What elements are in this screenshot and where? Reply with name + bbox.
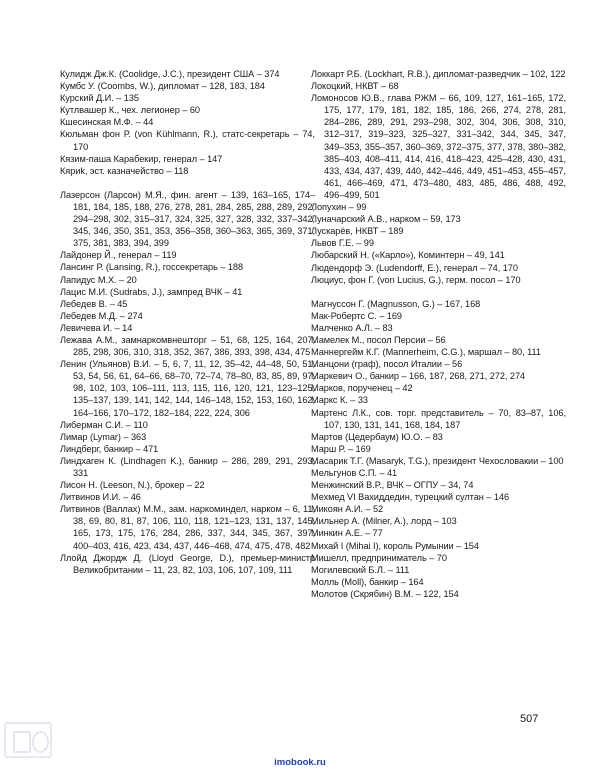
index-entry: Кюльман фон Р. (von Kühlmann, R.), статс-секретарь – 74, 170	[60, 129, 315, 152]
index-entry: Лисон Н. (Leeson, N.), брокер – 22	[60, 480, 205, 491]
index-entry: Ллойд Джордж Д. (Lloyd George, D.), премьер-министр Великобритании – 11, 23, 82, 103, 106, 107, 109, 111	[60, 552, 315, 575]
index-entry: Любарский Н. («Карло»), Коминтерн – 49, 141	[311, 250, 505, 261]
index-entry: Марш Р. – 169	[311, 443, 371, 454]
index-entry: Кяриk, эст. казначейство – 118	[60, 165, 189, 176]
index-entry: Могилевский Б.Л. – 111	[311, 564, 410, 575]
index-entry: Лапидус М.Х. – 20	[60, 274, 137, 285]
index-entry: Лацис М.И. (Sudrabs, J.), зампред ВЧК – 41	[60, 286, 243, 297]
index-entry: Локкарт Р.Б. (Lockhart, R.B.), дипломат-разведчик – 102, 122	[311, 69, 566, 79]
index-entry: Люциус, фон Г. (von Lucius, G.), герм. посол – 170	[311, 274, 521, 285]
index-entry: Мамелек М., посол Персии – 56	[311, 334, 446, 345]
index-column-left	[60, 68, 315, 576]
index-entry: Михай I (Mihai I), король Румынии – 154	[311, 540, 479, 551]
index-entry: Лазерсон (Ларсон) М.Я., фин. агент – 139, 163–165, 174–181, 184, 185, 188, 276, 278, 281, 284, 285, 288, 289, 292, 294–298, 302, 315–317, 324, 325, 327, 328, 332, 337–342, 345, 346, 350, 351, 353, 356–358, 360–363, 365, 369, 371, 375, 381, 383, 394, 399	[60, 189, 315, 249]
index-column-right	[311, 68, 566, 600]
index-entry: Линдхаген К. (Lindhagen K.), банкир – 286, 289, 291, 293, 331	[60, 455, 315, 478]
index-entry: Локоцкий, НКВТ – 68	[311, 81, 399, 92]
index-entry: Маннергейм К.Г. (Mannerheim, C.G.), маршал – 80, 111	[311, 347, 541, 358]
index-entry: Мильнер А. (Milner, A.), лорд – 103	[311, 516, 457, 527]
index-entry: Масарик Т.Г. (Masaryk, T.G.), президент Чехословакии – 100	[311, 455, 564, 466]
index-entry: Мартенс Л.К., сов. торг. представитель – 70, 83–87, 106, 107, 130, 131, 141, 168, 184, 187	[311, 407, 566, 430]
index-entry: Мехмед VI Вахиддедин, турецкий султан – 146	[311, 492, 510, 503]
index-entry: Минкин А.Е. – 77	[311, 528, 383, 539]
section-gap	[311, 286, 566, 298]
index-entry: Лайдонер Й., генерал – 119	[60, 250, 177, 261]
index-entry: Левичева И. – 14	[60, 322, 133, 333]
index-entry: Магнуссон Г. (Magnusson, G.) – 167, 168	[311, 298, 481, 309]
index-entry: Молотов (Скрябин) В.М. – 122, 154	[311, 588, 459, 599]
section-gap	[60, 177, 315, 189]
index-entry: Луначарский А.В., нарком – 59, 173	[311, 214, 461, 225]
index-entry: Людендорф Э. (Ludendorff, E.), генерал – 74, 170	[311, 262, 518, 273]
index-entry: Лебедев М.Д. – 274	[60, 310, 143, 321]
index-entry: Кумбс У. (Coombs, W.), дипломат – 128, 183, 184	[60, 81, 265, 92]
index-entry: Мельгунов С.П. – 41	[311, 468, 398, 478]
index-entry: Маркевич О., банкир – 166, 187, 268, 271, 272, 274	[311, 371, 526, 382]
index-entry: Менжинский В.Р., ВЧК – ОГПУ – 34, 74	[311, 480, 474, 491]
index-entry: Лансинг Р. (Lansing, R.), госсекретарь – 188	[60, 262, 244, 273]
index-entry: Кутлвашер К., чех. легионер – 60	[60, 105, 200, 116]
index-entry: Лускарёв, НКВТ – 189	[311, 226, 404, 237]
index-entry: Линдберг, банкир – 471	[60, 443, 159, 454]
index-entry: Лимар (Lymar) – 363	[60, 431, 147, 442]
index-entry: Маркс К. – 33	[311, 395, 368, 406]
index-entry: Ленин (Ульянов) В.И. – 5, 6, 7, 11, 12, 35–42, 44–48, 50, 51, 53, 54, 56, 61, 64–66, 68–70, 72–74, 78–80, 83, 85, 89, 97, 98, 102, 103, 106–111, 113, 115, 116, 120, 121, 123–125, 135–137, 139, 141, 142, 144, 146–148, 152, 153, 160, 162, 164–166, 170–172, 182–184, 222, 224, 306	[60, 359, 315, 418]
index-entry: Литвинов (Валлах) М.М., зам. наркоминдел, нарком – 6, 11, 38, 69, 80, 81, 87, 106, 110, 118, 121–123, 131, 137, 145, 165, 173, 175, 176, 284, 286, 337, 344, 345, 367, 397, 400–403, 416, 423, 434, 437, 446–468, 474, 475, 478, 482	[60, 504, 315, 551]
index-entry: Молль (Moll), банкир – 164	[311, 576, 424, 587]
index-entry: Лебедев В. – 45	[60, 298, 128, 309]
index-entry: Львов Г.Е. – 99	[311, 238, 374, 249]
index-entry: Кулидж Дж.К. (Coolidge, J.C.), президент США – 374	[60, 69, 280, 79]
index-entry: Мишелл, предприниматель – 70	[311, 552, 447, 563]
index-entry: Микоян А.И. – 52	[311, 504, 384, 515]
index-entry: Либерман С.И. – 110	[60, 419, 148, 430]
index-entry: Лежава А.М., замнаркомвнешторг – 51, 68, 125, 164, 207, 285, 298, 306, 310, 318, 352, 367, 386, 393, 398, 434, 475	[60, 334, 315, 358]
index-entry: Ломоносов Ю.В., глава РЖМ – 66, 109, 127, 161–165, 172, 175, 177, 179, 181, 182, 185, 186, 266, 274, 278, 281, 284–286, 289, 291, 293–298, 302, 304, 306, 308, 310, 312–317, 319–323, 325–327, 331–342, 344, 345, 347, 349–353, 355–357, 360–369, 372–375, 377, 378, 380–382, 385–403, 408–411, 414, 416, 418–423, 425–428, 430, 431, 433, 434, 437, 439, 440, 442–446, 449, 451–453, 455–457, 461, 466–469, 471, 473–480, 483, 485, 486, 488, 492, 496–499, 501	[311, 93, 566, 200]
publisher-logo-watermark	[4, 722, 52, 758]
index-entry: Марков, порученец – 42	[311, 383, 413, 394]
index-entry: Курский Д.И. – 135	[60, 93, 139, 104]
index-entry: Литвинов И.И. – 46	[60, 492, 141, 503]
page-number: 507	[520, 713, 539, 725]
index-entry: Мак-Робертс С. – 169	[311, 310, 402, 321]
index-entry: Лопухин – 99	[311, 202, 367, 213]
footer-site-link[interactable]: imobook.ru	[274, 757, 326, 768]
index-entry: Манцони (граф), посол Италии – 56	[311, 359, 463, 370]
index-entry: Кязим-паша Карабекир, генерал – 147	[60, 153, 223, 164]
index-entry: Кшесинская М.Ф. – 44	[60, 117, 154, 128]
index-entry: Мартов (Цедербаум) Ю.О. – 83	[311, 431, 443, 442]
index-entry: Малченко А.Л. – 83	[311, 322, 393, 333]
